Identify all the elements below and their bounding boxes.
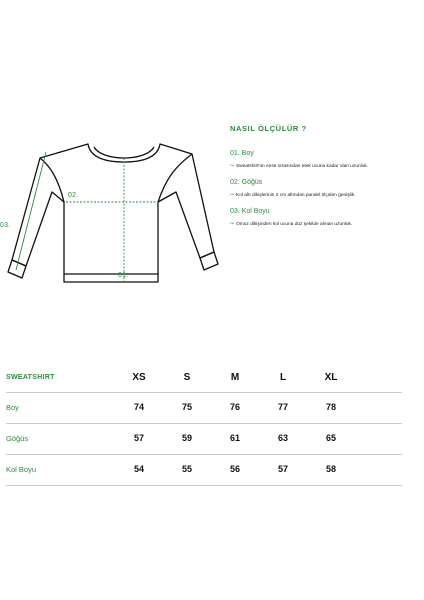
measure-desc-sleeve: [230, 222, 420, 227]
row-label-length: Boy: [6, 403, 19, 412]
label-02: 02.: [68, 192, 79, 199]
left-cuff: [8, 260, 26, 278]
table-cell: 76: [229, 402, 240, 412]
table-cell: 78: [325, 402, 336, 412]
right-cuff: [200, 252, 218, 270]
table-cell: 75: [181, 402, 192, 412]
size-row-length: [6, 393, 402, 424]
table-cell: 55: [181, 464, 192, 474]
row-label-sleeve: Kol Boyu: [6, 465, 37, 474]
size-s: S: [183, 372, 191, 383]
label-01: 01.: [118, 272, 129, 279]
shoulder-seam-right: [158, 154, 192, 202]
shoulder-seam-left: [40, 158, 64, 202]
sweatshirt-outline: [12, 144, 214, 282]
table-cell: 57: [133, 433, 144, 443]
measure-desc-sleeve-text: Omuz dikişinden kol ucuna düz şekilde alınan uzunluk.: [236, 222, 353, 227]
size-table-corner-label: SWEATSHIRT: [6, 374, 55, 381]
measure-title-length: 01. Boy: [230, 150, 254, 157]
table-cell: 57: [277, 464, 288, 474]
how-to-measure-title: NASIL ÖLÇÜLÜR ?: [230, 124, 307, 133]
measure-title-chest: 02. Göğüs: [230, 179, 263, 186]
size-row-sleeve: [6, 455, 402, 486]
table-cell: 74: [133, 402, 144, 412]
size-row-chest: [6, 424, 402, 455]
table-cell: 59: [181, 433, 192, 443]
sweatshirt-diagram: [0, 118, 240, 308]
measure-title-sleeve: 03. Kol Boyu: [230, 208, 270, 215]
size-xl: XL: [324, 372, 338, 383]
table-cell: 54: [133, 464, 144, 474]
arrow-icon: ↪: [230, 164, 235, 169]
arrow-icon: ↪: [230, 193, 235, 198]
label-03: 03.: [0, 222, 11, 229]
measure-desc-length: [230, 164, 420, 169]
size-table-header: [6, 364, 402, 393]
size-xs: XS: [132, 372, 146, 383]
size-table: [6, 364, 402, 486]
size-l: L: [279, 372, 287, 383]
table-cell: 56: [229, 464, 240, 474]
measure-desc-chest-text: Kol altı dikişlerinin 2 cm altından paralel ölçülen genişlik.: [236, 193, 356, 198]
how-to-measure: [230, 124, 420, 237]
measure-desc-length-text: Sweatshirt'ün ense ortasından etek ucuna kadar olan uzunluk.: [236, 164, 369, 169]
table-cell: 58: [325, 464, 336, 474]
arrow-icon: ↪: [230, 222, 235, 227]
table-cell: 61: [229, 433, 240, 443]
measure-desc-chest: [230, 193, 420, 198]
table-cell: 65: [325, 433, 336, 443]
table-cell: 63: [277, 433, 288, 443]
collar-line: [94, 147, 154, 158]
table-cell: 77: [277, 402, 288, 412]
sweatshirt-illustration: [0, 118, 240, 308]
row-label-chest: Göğüs: [6, 434, 29, 443]
size-m: M: [230, 372, 240, 383]
